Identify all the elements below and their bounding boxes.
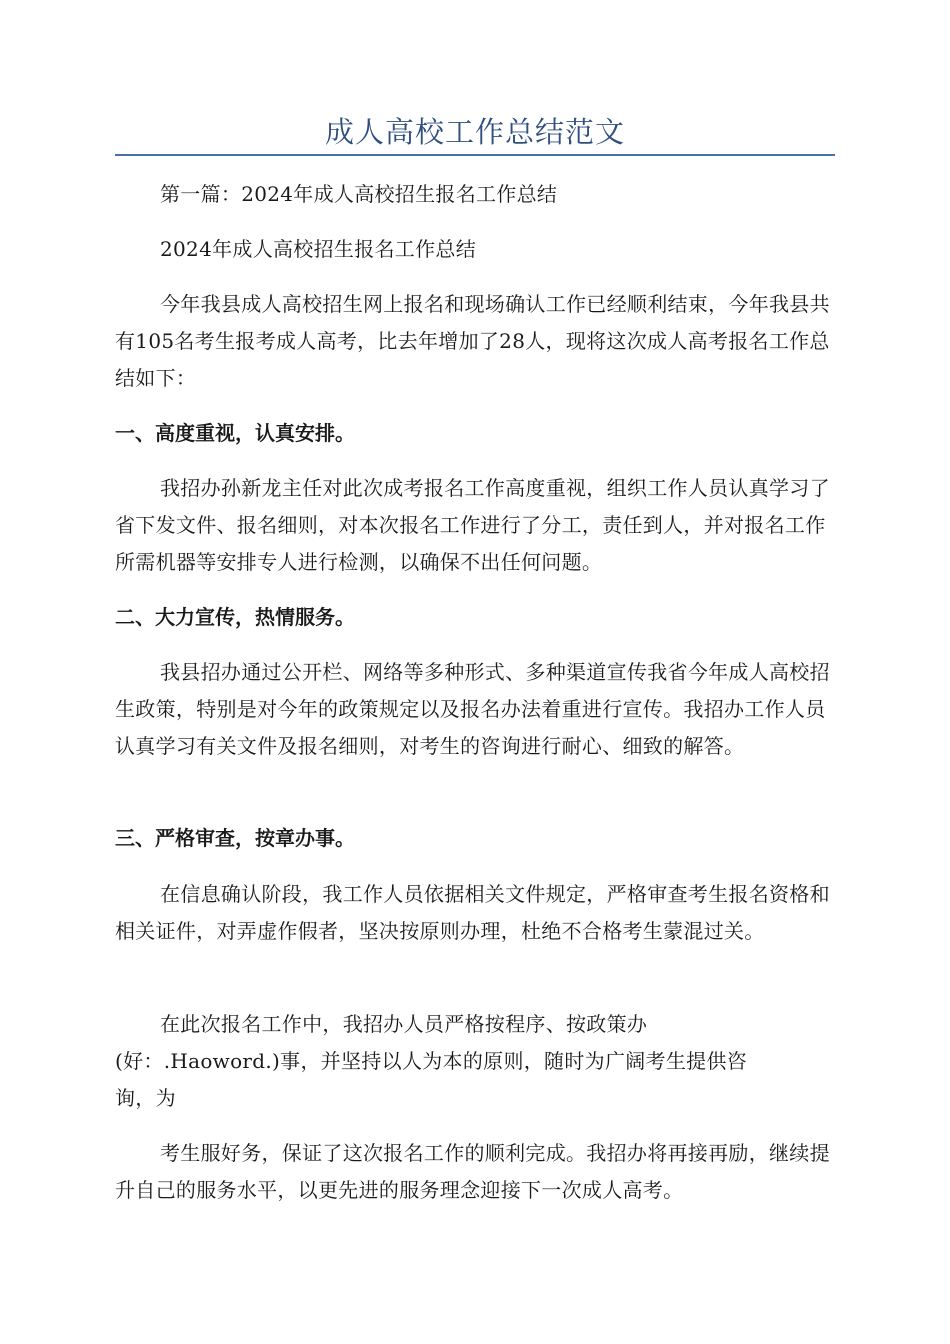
section-body-1: 我招办孙新龙主任对此次成考报名工作高度重视，组织工作人员认真学习了省下发文件、报名细则，对本次报名工作进行了分工，责任到人，并对报名工作所需机器等安排专人进行检测，以确保不出任何问题。 bbox=[115, 476, 830, 574]
closing-paragraph: 考生服好务，保证了这次报名工作的顺利完成。我招办将再接再励，继续提升自己的服务水平，以更先进的服务理念迎接下一次成人高考。 bbox=[115, 1141, 830, 1202]
section-heading-3: 三、严格审查，按章办事。 bbox=[115, 826, 355, 850]
paragraph-line: (好：.Haoword.)事，并坚持以人为本的原则，随时为广阔考生提供咨 bbox=[115, 1049, 748, 1073]
section-heading-2: 二、大力宣传，热情服务。 bbox=[115, 605, 355, 629]
section-body-3: 在信息确认阶段，我工作人员依据相关文件规定，严格审查考生报名资格和相关证件，对弄虚作假者，坚决按原则办理，杜绝不合格考生蒙混过关。 bbox=[115, 882, 830, 943]
paragraph-line: 在此次报名工作中，我招办人员严格按程序、按政策办 bbox=[160, 1012, 648, 1036]
title-underline bbox=[115, 154, 835, 156]
intro-paragraph: 今年我县成人高校招生网上报名和现场确认工作已经顺利结束，今年我县共有105名考生报考成人高考，比去年增加了28人，现将这次成人高考报名工作总结如下： bbox=[115, 292, 830, 390]
part-heading: 第一篇：2024年成人高校招生报名工作总结 bbox=[160, 182, 558, 206]
paragraph-line: 询，为 bbox=[115, 1086, 176, 1110]
subtitle: 2024年成人高校招生报名工作总结 bbox=[160, 237, 476, 261]
document-title: 成人高校工作总结范文 bbox=[324, 115, 625, 149]
section-heading-1: 一、高度重视，认真安排。 bbox=[115, 421, 355, 445]
section-body-2: 我县招办通过公开栏、网络等多种形式、多种渠道宣传我省今年成人高校招生政策，特别是对今年的政策规定以及报名办法着重进行宣传。我招办工作人员认真学习有关文件及报名细则，对考生的咨询进行耐心、细致的解答。 bbox=[115, 660, 830, 758]
